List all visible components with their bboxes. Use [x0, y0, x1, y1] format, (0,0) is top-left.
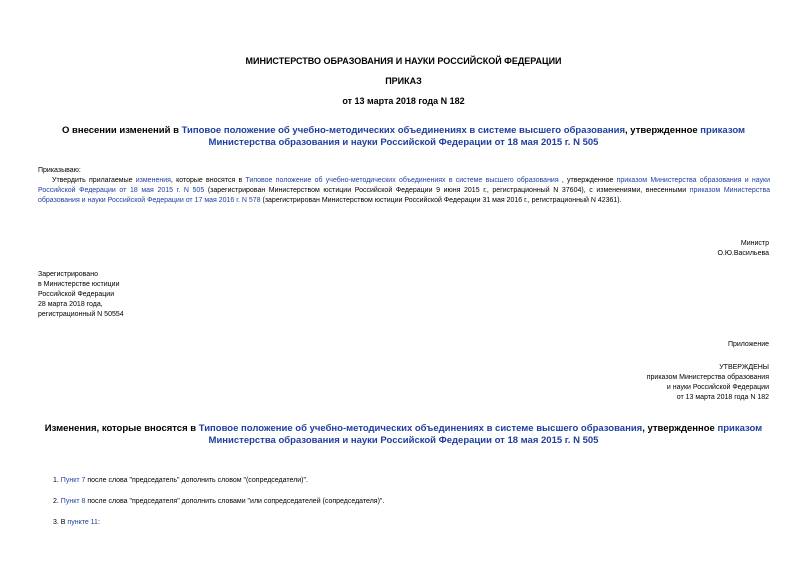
- doc-type-heading: ПРИКАЗ: [385, 76, 422, 86]
- approval-line: от 13 марта 2018 года N 182: [676, 394, 769, 401]
- list-item: [53, 476, 308, 486]
- changes-link[interactable]: изменения: [135, 177, 171, 184]
- main-paragraph: [38, 176, 770, 206]
- regulation-link[interactable]: Типовое положение об учебно-методических объединениях в системе высшего образования: [245, 177, 559, 184]
- signature-block: [717, 239, 769, 259]
- paragraph-text: , которые вносятся в: [170, 177, 246, 184]
- item-text: после слова "председателя" дополнить словами "или сопредседателей (сопредседателя)".: [85, 498, 385, 505]
- signatory-position: Министр: [740, 240, 769, 247]
- item-number: 2.: [53, 498, 61, 505]
- approval-heading: УТВЕРЖДЕНЫ: [719, 364, 769, 371]
- paragraph-text: , утвержденное: [558, 177, 617, 184]
- order-title-text: О внесении изменений в: [61, 125, 182, 136]
- signatory-name: О.Ю.Васильева: [717, 250, 769, 257]
- order-578-link[interactable]: приказом Министерства образования и науки Российской Федерации от 17 мая 2016 г. N 578: [38, 187, 770, 204]
- approval-line: и науки Российской Федерации: [666, 384, 769, 391]
- changes-title-text: , утвержденное: [642, 423, 718, 434]
- order-505-link[interactable]: приказом Министерства образования и науки Российской Федерации от 18 мая 2015 г. N 505: [208, 423, 763, 446]
- order-505-link[interactable]: приказом Министерства образования и науки Российской Федерации от 18 мая 2015 г. N 505: [208, 125, 746, 148]
- regulation-link[interactable]: Типовое положение об учебно-методических объединениях в системе высшего образования: [181, 125, 626, 136]
- ministry-heading: МИНИСТЕРСТВО ОБРАЗОВАНИЯ И НАУКИ РОССИЙСКОЙ ФЕДЕРАЦИИ: [245, 56, 562, 66]
- approval-line: приказом Министерства образования: [646, 374, 769, 381]
- regulation-link[interactable]: Типовое положение об учебно-методических объединениях в системе высшего образования: [198, 423, 643, 434]
- clause-8-link[interactable]: Пункт 8: [60, 498, 86, 505]
- registration-line: Российской Федерации: [38, 291, 115, 298]
- changes-title: [30, 423, 777, 447]
- approval-block: [647, 363, 769, 403]
- appendix-label: Приложение: [727, 341, 769, 348]
- list-item: [53, 497, 384, 507]
- item-number: 1.: [53, 477, 61, 484]
- item-text: после слова "председатель" дополнить словом "(сопредседатели)".: [85, 477, 308, 484]
- order-505-link[interactable]: приказом Министерства образования и науки Российской Федерации от 18 мая 2015 г. N 505: [38, 177, 771, 194]
- changes-title-text: Изменения, которые вносятся в: [44, 423, 199, 434]
- registration-line: Зарегистрировано: [38, 271, 98, 278]
- order-title-text: , утвержденное: [625, 125, 701, 136]
- order-title: [30, 125, 777, 149]
- paragraph-text: Утвердить прилагаемые: [52, 177, 136, 184]
- item-text: :: [97, 519, 100, 526]
- clause-7-link[interactable]: Пункт 7: [60, 477, 86, 484]
- intro-text: Приказываю:: [38, 167, 81, 174]
- list-item: [53, 518, 100, 528]
- order-date-number: от 13 марта 2018 года N 182: [342, 96, 465, 106]
- item-number: 3. В: [53, 519, 68, 526]
- registration-line: регистрационный N 50554: [38, 311, 124, 318]
- registration-line: в Министерстве юстиции: [38, 281, 120, 288]
- paragraph-text: (зарегистрирован Министерством юстиции Российской Федерации 9 июня 2015 г., регистрационный N 37604), с изменениями, внесенными: [204, 187, 690, 194]
- registration-line: 28 марта 2018 года,: [38, 301, 103, 308]
- clause-11-link[interactable]: пункте 11: [67, 519, 98, 526]
- registration-block: [38, 270, 124, 320]
- paragraph-text: (зарегистрирован Министерством юстиции Российской Федерации 31 мая 2016 г., регистрационный N 42361).: [260, 197, 622, 204]
